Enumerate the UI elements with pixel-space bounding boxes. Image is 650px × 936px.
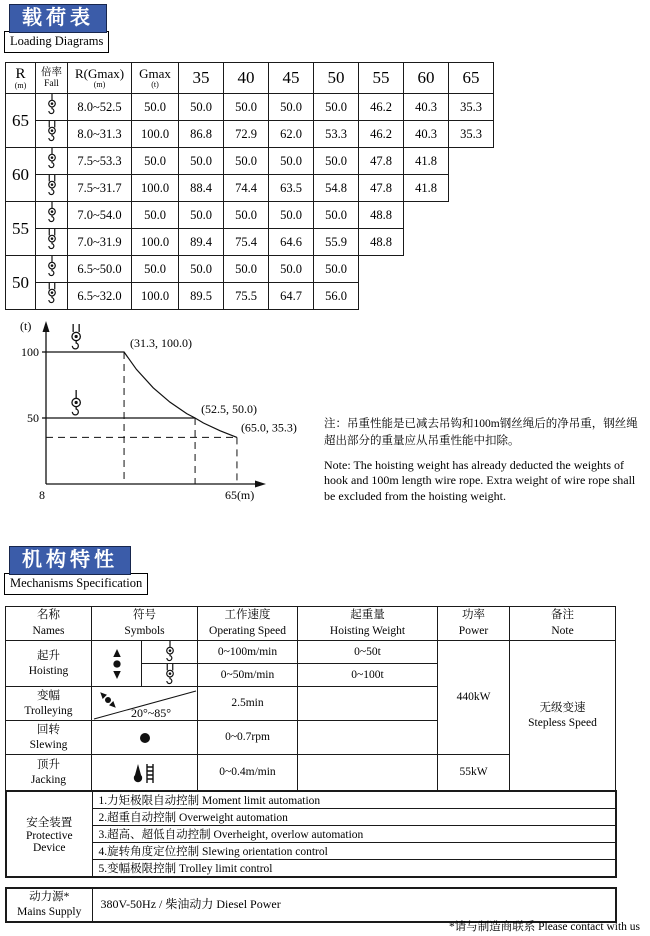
contact-footnote: *请与制造商联系 Please contact with us xyxy=(448,921,640,933)
gmax-value: 100.0 xyxy=(132,175,179,202)
load-value: 35.3 xyxy=(449,121,494,148)
rgmax-range: 7.0~54.0 xyxy=(68,202,132,229)
jacking-name: 顶升 Jacking xyxy=(6,755,92,791)
gmax-value: 50.0 xyxy=(132,94,179,121)
hoisting-speed-1: 0~100m/min xyxy=(198,641,298,664)
load-value: 74.4 xyxy=(224,175,269,202)
note-chinese: 注：吊重性能是已减去吊钩和100m钢丝绳后的净吊重，钢丝绳超出部分的重量应从吊重性能中扣除。 xyxy=(324,418,638,448)
load-value: 63.5 xyxy=(269,175,314,202)
mech-col-note: 备注 Note xyxy=(510,607,616,641)
mech-col-weight: 起重量 Hoisting Weight xyxy=(298,607,438,641)
mechanisms-title-en: Mechanisms Specification xyxy=(4,573,148,595)
slewing-speed: 0~0.7rpm xyxy=(198,721,298,755)
load-value: 50.0 xyxy=(269,202,314,229)
protective-device-label: 安全装置 Protective Device xyxy=(6,791,92,877)
load-value: 86.8 xyxy=(179,121,224,148)
trolleying-name: 变幅 Trolleying xyxy=(6,687,92,721)
mains-supply-value: 380V-50Hz / 柴油动力 Diesel Power xyxy=(92,888,616,922)
rgmax-range: 7.5~53.3 xyxy=(68,148,132,175)
loading-row-65-single xyxy=(6,94,494,121)
svg-text:65(m): 65(m) xyxy=(224,488,255,502)
load-value: 48.8 xyxy=(359,202,404,229)
col-header-gmax: Gmax (t) xyxy=(132,63,179,94)
mechanisms-specification-header xyxy=(4,546,148,595)
load-value: 50.0 xyxy=(224,148,269,175)
loading-title-en: Loading Diagrams xyxy=(4,31,109,53)
protective-device-row-2 xyxy=(6,809,616,826)
mech-row-hoisting-1 xyxy=(6,641,616,664)
protective-device-item: 2.超重自动控制 Overweight automation xyxy=(92,809,616,826)
mech-col-power: 功率 Power xyxy=(438,607,510,641)
load-value: 50.0 xyxy=(224,202,269,229)
hoisting-name: 起升 Hoisting xyxy=(6,641,92,687)
load-value: 64.6 xyxy=(269,229,314,256)
trolleying-weight xyxy=(298,687,438,721)
gmax-value: 50.0 xyxy=(132,148,179,175)
load-value: 50.0 xyxy=(224,94,269,121)
col-header-load-65: 65 xyxy=(449,63,494,94)
mech-col-speed: 工作速度 Operating Speed xyxy=(198,607,298,641)
load-value: 55.9 xyxy=(314,229,359,256)
svg-text:50: 50 xyxy=(27,411,39,425)
load-value: 50.0 xyxy=(269,148,314,175)
note-english: Note: The hoisting weight has already deducted the weights of hook and 100m length wire rope. Extra weight of wire rope shall be excluded from the hoisting weight. xyxy=(324,457,636,503)
svg-text:(31.3, 100.0): (31.3, 100.0) xyxy=(130,336,193,350)
svg-text:100: 100 xyxy=(21,345,39,359)
slewing-rotation-icon xyxy=(92,721,198,755)
protective-device-item: 5.变幅极限控制 Trolley limit control xyxy=(92,860,616,878)
mechanisms-title-cn: 机构特性 xyxy=(9,546,131,575)
mains-supply-label: 动力源* Mains Supply xyxy=(6,888,92,922)
gmax-value: 100.0 xyxy=(132,283,179,310)
load-value: 75.5 xyxy=(224,283,269,310)
col-header-load-50: 50 xyxy=(314,63,359,94)
load-curve-svg xyxy=(6,306,336,514)
load-value xyxy=(449,175,494,202)
load-value xyxy=(359,283,404,310)
hoisting-weight-note xyxy=(324,416,644,504)
svg-text:(t): (t) xyxy=(20,319,32,333)
load-value: 41.8 xyxy=(404,175,449,202)
jacking-weight xyxy=(298,755,438,791)
load-value: 89.4 xyxy=(179,229,224,256)
svg-text:(52.5, 50.0): (52.5, 50.0) xyxy=(201,402,258,416)
load-value xyxy=(359,256,404,283)
single-fall-hook-icon xyxy=(36,148,68,175)
load-value: 50.0 xyxy=(269,94,314,121)
jacking-climb-icon xyxy=(92,755,198,791)
load-value: 46.2 xyxy=(359,121,404,148)
double-fall-hook-icon xyxy=(36,175,68,202)
radius-60: 60 xyxy=(6,148,36,202)
loading-title-cn: 载荷表 xyxy=(9,4,107,33)
load-value: 46.2 xyxy=(359,94,404,121)
rgmax-range: 6.5~32.0 xyxy=(68,283,132,310)
gmax-value: 100.0 xyxy=(132,121,179,148)
radius-65: 65 xyxy=(6,94,36,148)
rgmax-range: 6.5~50.0 xyxy=(68,256,132,283)
load-value xyxy=(449,148,494,175)
note-stepless-speed: 无级变速 Stepless Speed xyxy=(510,641,616,791)
load-value: 47.8 xyxy=(359,148,404,175)
power-main-value: 440kW xyxy=(438,641,510,755)
hoisting-weight-2: 0~100t xyxy=(298,664,438,687)
loading-row-55-double xyxy=(6,229,494,256)
load-value: 50.0 xyxy=(224,256,269,283)
load-value xyxy=(449,283,494,310)
load-value: 35.3 xyxy=(449,94,494,121)
rgmax-range: 8.0~52.5 xyxy=(68,94,132,121)
mech-col-symbols: 符号 Symbols xyxy=(92,607,198,641)
radius-55: 55 xyxy=(6,202,36,256)
mech-col-names: 名称 Names xyxy=(6,607,92,641)
load-value: 62.0 xyxy=(269,121,314,148)
col-header-rgmax: R(Gmax) (m) xyxy=(68,63,132,94)
protective-device-row-5 xyxy=(6,860,616,878)
mains-supply-row xyxy=(6,888,616,922)
load-value: 50.0 xyxy=(179,202,224,229)
protective-device-item: 4.旋转角度定位控制 Slewing orientation control xyxy=(92,843,616,860)
load-value: 89.5 xyxy=(179,283,224,310)
loading-row-65-double xyxy=(6,121,494,148)
load-value: 50.0 xyxy=(314,148,359,175)
load-value: 72.9 xyxy=(224,121,269,148)
loading-row-60-double xyxy=(6,175,494,202)
single-fall-hook-icon xyxy=(36,256,68,283)
rgmax-range: 7.0~31.9 xyxy=(68,229,132,256)
col-header-load-45: 45 xyxy=(269,63,314,94)
col-header-fall: 倍率 Fall xyxy=(36,63,68,94)
jacking-speed: 0~0.4m/min xyxy=(198,755,298,791)
load-value: 40.3 xyxy=(404,121,449,148)
load-value: 75.4 xyxy=(224,229,269,256)
double-fall-hook-icon xyxy=(142,664,198,687)
loading-diagrams-header xyxy=(4,4,109,53)
double-fall-hook-icon xyxy=(36,229,68,256)
col-header-load-60: 60 xyxy=(404,63,449,94)
load-curve-chart xyxy=(6,306,336,514)
load-value: 50.0 xyxy=(314,256,359,283)
gmax-value: 50.0 xyxy=(132,256,179,283)
trolleying-angle-icon xyxy=(92,687,198,721)
load-value: 47.8 xyxy=(359,175,404,202)
mech-header-row xyxy=(6,607,616,641)
load-value xyxy=(449,229,494,256)
protective-device-item: 3.超高、超低自动控制 Overheight, overlow automation xyxy=(92,826,616,843)
loading-table xyxy=(5,62,494,310)
load-value: 50.0 xyxy=(179,256,224,283)
single-fall-hook-icon xyxy=(36,202,68,229)
protective-device-row-3 xyxy=(6,826,616,843)
load-value: 50.0 xyxy=(314,94,359,121)
hoisting-weight-1: 0~50t xyxy=(298,641,438,664)
svg-text:8: 8 xyxy=(39,488,45,502)
rgmax-range: 7.5~31.7 xyxy=(68,175,132,202)
load-value: 50.0 xyxy=(269,256,314,283)
load-value: 56.0 xyxy=(314,283,359,310)
hoisting-speed-2: 0~50m/min xyxy=(198,664,298,687)
load-value xyxy=(449,202,494,229)
single-fall-hook-icon xyxy=(142,641,198,664)
loading-row-60-single xyxy=(6,148,494,175)
hoisting-updown-arrow-icon xyxy=(92,641,142,687)
svg-text:(65.0, 35.3): (65.0, 35.3) xyxy=(240,420,297,435)
gmax-value: 50.0 xyxy=(132,202,179,229)
load-value xyxy=(404,202,449,229)
protective-device-table xyxy=(5,790,617,878)
protective-device-row-4 xyxy=(6,843,616,860)
load-value xyxy=(404,256,449,283)
mechanisms-table xyxy=(5,606,616,791)
load-value: 50.0 xyxy=(314,202,359,229)
slewing-weight xyxy=(298,721,438,755)
load-value xyxy=(404,229,449,256)
loading-table-header-row xyxy=(6,63,494,94)
load-value xyxy=(404,283,449,310)
protective-device-row-1 xyxy=(6,791,616,809)
slewing-name: 回转 Slewing xyxy=(6,721,92,755)
double-fall-hook-icon xyxy=(36,121,68,148)
load-value: 53.3 xyxy=(314,121,359,148)
protective-device-item: 1.力矩极限自动控制 Moment limit automation xyxy=(92,791,616,809)
load-value: 40.3 xyxy=(404,94,449,121)
col-header-load-35: 35 xyxy=(179,63,224,94)
rgmax-range: 8.0~31.3 xyxy=(68,121,132,148)
loading-row-50-single xyxy=(6,256,494,283)
load-value: 41.8 xyxy=(404,148,449,175)
loading-row-55-single xyxy=(6,202,494,229)
power-jacking-value: 55kW xyxy=(438,755,510,791)
load-value: 88.4 xyxy=(179,175,224,202)
load-value xyxy=(449,256,494,283)
col-header-load-55: 55 xyxy=(359,63,404,94)
gmax-value: 100.0 xyxy=(132,229,179,256)
load-value: 54.8 xyxy=(314,175,359,202)
col-header-radius: R (m) xyxy=(6,63,36,94)
svg-text:20°~85°: 20°~85° xyxy=(130,705,171,720)
load-value: 50.0 xyxy=(179,148,224,175)
single-fall-hook-icon xyxy=(36,94,68,121)
load-value: 64.7 xyxy=(269,283,314,310)
load-value: 48.8 xyxy=(359,229,404,256)
col-header-load-40: 40 xyxy=(224,63,269,94)
trolleying-speed: 2.5min xyxy=(198,687,298,721)
radius-50: 50 xyxy=(6,256,36,310)
load-value: 50.0 xyxy=(179,94,224,121)
